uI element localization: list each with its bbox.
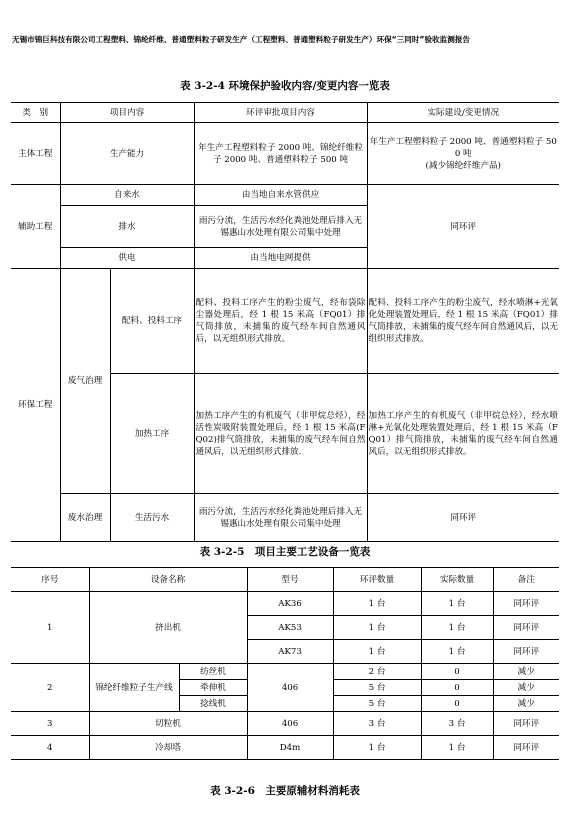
nylon-machine: 纺丝机 [179, 664, 247, 680]
nylon-actual: 0 [421, 664, 493, 680]
nylon-eia: 2 台 [333, 664, 421, 680]
table-row-eia: 1 台 [333, 640, 421, 664]
eia-sewage: 雨污分流，生活污水经化粪池处理后排入无锡惠山水处理有限公司集中处理 [194, 494, 367, 542]
actual-aux: 同环评 [367, 185, 559, 269]
eia-power: 由当地电网提供 [194, 248, 367, 269]
header-item: 项目内容 [60, 103, 194, 123]
actual-sewage: 同环评 [367, 494, 559, 542]
eia-mixing: 配料、投料工序产生的粉尘废气，经布袋除尘器处理后，经 1 根 15 米高（FQ01）排气筒排放，未捕集的废气经车间自然通风后，以无组织形式排放。 [194, 269, 367, 374]
table-row-eia: 1 台 [333, 592, 421, 616]
category-env: 环保工程 [11, 269, 60, 542]
cooler-name: 冷却塔 [89, 736, 247, 760]
item-drain: 排水 [60, 206, 194, 248]
cooler-no: 4 [11, 736, 89, 760]
table-row-model: AK53 [247, 616, 333, 640]
table-caption-3-2-4: 表 3-2-4 环境保护验收内容/变更内容一览表 [180, 80, 390, 92]
equipment-table [11, 567, 559, 760]
header-name: 设备名称 [89, 568, 247, 592]
cutter-model: 406 [247, 712, 333, 736]
header-no: 序号 [11, 568, 89, 592]
eia-capacity: 年生产工程塑料粒子 2000 吨、锦纶纤维粒子 2000 吨、普通塑料粒子 500 吨 [194, 123, 367, 185]
extruder-name: 挤出机 [89, 592, 247, 664]
nylon-no: 2 [11, 664, 89, 712]
actual-capacity: 年生产工程塑料粒子 2000 吨、普通塑料粒子 500 吨 (减少锦纶纤维产品) [367, 123, 559, 185]
item-sewage: 生活污水 [110, 494, 194, 542]
eia-drain: 雨污分流，生活污水经化粪池处理后排入无锡惠山水处理有限公司集中处理 [194, 206, 367, 248]
nylon-eia: 5 台 [333, 696, 421, 712]
category-main: 主体工程 [11, 123, 60, 185]
table-row-model: AK73 [247, 640, 333, 664]
cutter-eia: 3 台 [333, 712, 421, 736]
cooler-note: 同环评 [493, 736, 559, 760]
cooler-actual: 1 台 [421, 736, 493, 760]
table-row-actual: 1 台 [421, 592, 493, 616]
header-model: 型号 [247, 568, 333, 592]
header-actual-qty: 实际数量 [421, 568, 493, 592]
cooler-model: D4m [247, 736, 333, 760]
nylon-group: 锦纶纤维粒子生产线 [89, 664, 179, 712]
nylon-machine: 捻线机 [179, 696, 247, 712]
cutter-actual: 3 台 [421, 712, 493, 736]
header-note: 备注 [493, 568, 559, 592]
table-caption-3-2-5: 表 3-2-5 项目主要工艺设备一览表 [199, 546, 371, 558]
table-caption-3-2-6: 表 3-2-6 主要原辅材料消耗表 [210, 785, 360, 797]
item-power: 供电 [60, 248, 194, 269]
eia-water: 由当地自来水管供应 [194, 185, 367, 206]
header-eia: 环评审批项目内容 [194, 103, 367, 123]
nylon-actual: 0 [421, 680, 493, 696]
table-row-note: 同环评 [493, 640, 559, 664]
cutter-name: 切粒机 [89, 712, 247, 736]
water-treatment: 废水治理 [60, 494, 110, 542]
actual-mixing: 配料、投料工序产生的粉尘废气，经水喷淋+光氧化处理装置处理后，经 1 根 15 米高（FQ01）排气筒排放，未捕集的废气经车间自然通风后，以无组织形式排放。 [367, 269, 559, 374]
nylon-model: 406 [247, 664, 333, 712]
report-header: 无锡市锦巨科技有限公司工程塑料、锦纶纤维、普通塑料粒子研发生产（工程塑料、普通塑料粒子研发生产）环保“三同时”验收监测报告 [12, 35, 471, 44]
item-water: 自来水 [60, 185, 194, 206]
extruder-no: 1 [11, 592, 89, 664]
header-eia-qty: 环评数量 [333, 568, 421, 592]
gas-treatment: 废气治理 [60, 269, 110, 494]
item-heating: 加热工序 [110, 374, 194, 494]
header-actual: 实际建设/变更情况 [367, 103, 559, 123]
nylon-note: 减少 [493, 664, 559, 680]
cooler-eia: 1 台 [333, 736, 421, 760]
table-row-actual: 1 台 [421, 616, 493, 640]
nylon-actual: 0 [421, 696, 493, 712]
nylon-note: 减少 [493, 680, 559, 696]
table-row-note: 同环评 [493, 616, 559, 640]
table-row-actual: 1 台 [421, 640, 493, 664]
category-aux: 辅助工程 [11, 185, 60, 269]
nylon-note: 减少 [493, 696, 559, 712]
item-mixing: 配料、投料工序 [110, 269, 194, 374]
table-row-eia: 1 台 [333, 616, 421, 640]
table-row-note: 同环评 [493, 592, 559, 616]
table-row-model: AK36 [247, 592, 333, 616]
header-category: 类 别 [11, 103, 60, 123]
item-capacity: 生产能力 [60, 123, 194, 185]
nylon-machine: 牵伸机 [179, 680, 247, 696]
eia-heating: 加热工序产生的有机废气（非甲烷总烃），经活性炭吸附装置处理后，经 1 根 15 米高(FQ02)排气筒排放，未捕集的废气经车间自然通风后，以无组织形式排放. [194, 374, 367, 494]
nylon-eia: 5 台 [333, 680, 421, 696]
env-protection-table [11, 102, 559, 542]
cutter-note: 同环评 [493, 712, 559, 736]
actual-heating: 加热工序产生的有机废气（非甲烷总烃），经水喷淋+光氧化处理装置处理后，经 1 根 15 米高（FQ01）排气筒排放，未捕集的废气经车间自然通风后，以无组织形式排放。 [367, 374, 559, 494]
cutter-no: 3 [11, 712, 89, 736]
